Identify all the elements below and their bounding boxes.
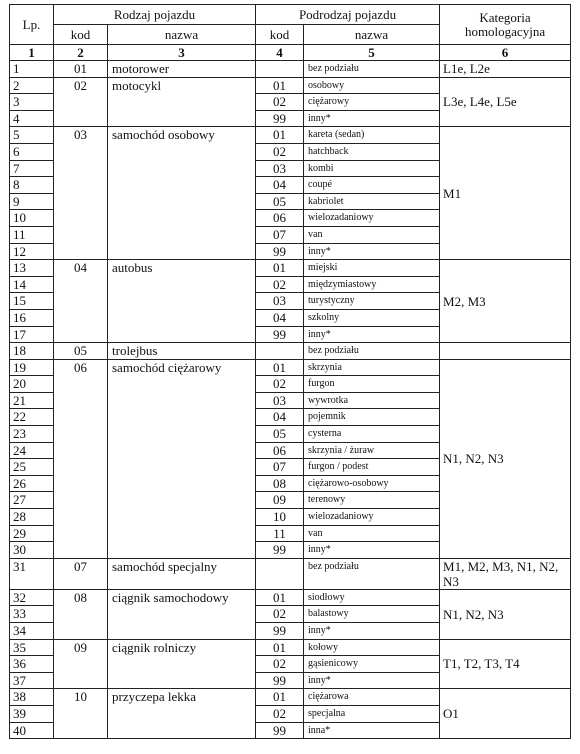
- kategoria-cell: [440, 343, 571, 360]
- lp-cell: 36: [10, 656, 54, 673]
- table-row: [10, 589, 571, 606]
- table-row: [10, 260, 571, 277]
- podrodzaj-kod-cell: 10: [256, 509, 304, 526]
- kategoria-cell: L1e, L2e: [440, 61, 571, 78]
- rodzaj-nazwa-cell: przyczepa lekka: [108, 689, 256, 739]
- lp-cell: 31: [10, 558, 54, 589]
- lp-cell: 11: [10, 226, 54, 243]
- podrodzaj-nazwa-cell: coupé: [304, 177, 440, 194]
- podrodzaj-kod-cell: 03: [256, 160, 304, 177]
- podrodzaj-nazwa-cell: gąsienicowy: [304, 656, 440, 673]
- table-row: [10, 359, 571, 376]
- lp-cell: 4: [10, 110, 54, 127]
- podrodzaj-nazwa-cell: inny*: [304, 672, 440, 689]
- lp-cell: 18: [10, 343, 54, 360]
- lp-cell: 5: [10, 127, 54, 144]
- lp-cell: 30: [10, 542, 54, 559]
- podrodzaj-kod-cell: 08: [256, 475, 304, 492]
- podrodzaj-nazwa-cell: ciężarowo-osobowy: [304, 475, 440, 492]
- podrodzaj-kod-cell: [256, 343, 304, 360]
- rodzaj-kod-cell: 05: [54, 343, 108, 360]
- podrodzaj-kod-cell: [256, 558, 304, 589]
- podrodzaj-kod-cell: 02: [256, 376, 304, 393]
- podrodzaj-nazwa-cell: osobowy: [304, 77, 440, 94]
- column-number: 2: [54, 45, 108, 61]
- podrodzaj-kod-cell: 03: [256, 392, 304, 409]
- kategoria-cell: M1, M2, M3, N1, N2, N3: [440, 558, 571, 589]
- lp-cell: 23: [10, 426, 54, 443]
- header-kod-rodzaj: kod: [54, 25, 108, 45]
- podrodzaj-nazwa-cell: bez podziału: [304, 61, 440, 78]
- podrodzaj-nazwa-cell: bez podziału: [304, 343, 440, 360]
- podrodzaj-nazwa-cell: kabriolet: [304, 193, 440, 210]
- lp-cell: 14: [10, 276, 54, 293]
- podrodzaj-nazwa-cell: terenowy: [304, 492, 440, 509]
- lp-cell: 7: [10, 160, 54, 177]
- column-number: 3: [108, 45, 256, 61]
- rodzaj-kod-cell: 06: [54, 359, 108, 558]
- podrodzaj-kod-cell: 07: [256, 226, 304, 243]
- podrodzaj-nazwa-cell: pojemnik: [304, 409, 440, 426]
- column-number-row: [10, 45, 571, 61]
- rodzaj-nazwa-cell: ciągnik samochodowy: [108, 589, 256, 639]
- podrodzaj-nazwa-cell: szkolny: [304, 309, 440, 326]
- lp-cell: 40: [10, 722, 54, 739]
- podrodzaj-kod-cell: 03: [256, 293, 304, 310]
- rodzaj-nazwa-cell: autobus: [108, 260, 256, 343]
- podrodzaj-kod-cell: 02: [256, 276, 304, 293]
- podrodzaj-kod-cell: 99: [256, 623, 304, 640]
- podrodzaj-kod-cell: 01: [256, 127, 304, 144]
- podrodzaj-kod-cell: 01: [256, 260, 304, 277]
- kategoria-cell: L3e, L4e, L5e: [440, 77, 571, 127]
- lp-cell: 15: [10, 293, 54, 310]
- podrodzaj-nazwa-cell: bez podziału: [304, 558, 440, 589]
- table-row: [10, 639, 571, 656]
- podrodzaj-nazwa-cell: skrzynia / żuraw: [304, 442, 440, 459]
- table-row: [10, 61, 571, 78]
- lp-cell: 26: [10, 475, 54, 492]
- lp-cell: 20: [10, 376, 54, 393]
- rodzaj-nazwa-cell: samochód osobowy: [108, 127, 256, 260]
- podrodzaj-nazwa-cell: furgon / podest: [304, 459, 440, 476]
- rodzaj-kod-cell: 10: [54, 689, 108, 739]
- podrodzaj-nazwa-cell: cysterna: [304, 426, 440, 443]
- rodzaj-kod-cell: 03: [54, 127, 108, 260]
- podrodzaj-kod-cell: 99: [256, 672, 304, 689]
- lp-cell: 38: [10, 689, 54, 706]
- header-kategoria: Kategoria homologacyjna: [440, 5, 571, 45]
- podrodzaj-nazwa-cell: van: [304, 525, 440, 542]
- podrodzaj-kod-cell: 02: [256, 606, 304, 623]
- lp-cell: 34: [10, 623, 54, 640]
- podrodzaj-kod-cell: 01: [256, 77, 304, 94]
- rodzaj-nazwa-cell: samochód ciężarowy: [108, 359, 256, 558]
- podrodzaj-kod-cell: 04: [256, 409, 304, 426]
- podrodzaj-nazwa-cell: wielozadaniowy: [304, 509, 440, 526]
- lp-cell: 37: [10, 672, 54, 689]
- kategoria-cell: M1: [440, 127, 571, 260]
- rodzaj-nazwa-cell: motorower: [108, 61, 256, 78]
- podrodzaj-kod-cell: 01: [256, 639, 304, 656]
- column-number: 5: [304, 45, 440, 61]
- rodzaj-kod-cell: 07: [54, 558, 108, 589]
- podrodzaj-nazwa-cell: balastowy: [304, 606, 440, 623]
- podrodzaj-nazwa-cell: miejski: [304, 260, 440, 277]
- podrodzaj-kod-cell: 99: [256, 722, 304, 739]
- podrodzaj-nazwa-cell: inny*: [304, 110, 440, 127]
- table-row: [10, 127, 571, 144]
- vehicle-type-table: [9, 4, 571, 739]
- rodzaj-nazwa-cell: samochód specjalny: [108, 558, 256, 589]
- kategoria-cell: O1: [440, 689, 571, 739]
- lp-cell: 12: [10, 243, 54, 260]
- lp-cell: 9: [10, 193, 54, 210]
- podrodzaj-kod-cell: 07: [256, 459, 304, 476]
- podrodzaj-kod-cell: 99: [256, 243, 304, 260]
- podrodzaj-nazwa-cell: kołowy: [304, 639, 440, 656]
- column-number: 6: [440, 45, 571, 61]
- podrodzaj-kod-cell: 01: [256, 589, 304, 606]
- lp-cell: 6: [10, 143, 54, 160]
- lp-cell: 10: [10, 210, 54, 227]
- lp-cell: 19: [10, 359, 54, 376]
- podrodzaj-kod-cell: 02: [256, 656, 304, 673]
- header-nazwa-rodzaj: nazwa: [108, 25, 256, 45]
- podrodzaj-kod-cell: 02: [256, 143, 304, 160]
- podrodzaj-kod-cell: 11: [256, 525, 304, 542]
- podrodzaj-kod-cell: 06: [256, 442, 304, 459]
- podrodzaj-kod-cell: 05: [256, 426, 304, 443]
- rodzaj-nazwa-cell: ciągnik rolniczy: [108, 639, 256, 689]
- rodzaj-nazwa-cell: trolejbus: [108, 343, 256, 360]
- podrodzaj-kod-cell: 99: [256, 542, 304, 559]
- podrodzaj-nazwa-cell: kareta (sedan): [304, 127, 440, 144]
- kategoria-cell: N1, N2, N3: [440, 589, 571, 639]
- header-row: [10, 5, 571, 25]
- rodzaj-kod-cell: 09: [54, 639, 108, 689]
- lp-cell: 28: [10, 509, 54, 526]
- podrodzaj-kod-cell: 09: [256, 492, 304, 509]
- rodzaj-nazwa-cell: motocykl: [108, 77, 256, 127]
- rodzaj-kod-cell: 01: [54, 61, 108, 78]
- podrodzaj-nazwa-cell: wielozadaniowy: [304, 210, 440, 227]
- table-row: [10, 689, 571, 706]
- podrodzaj-nazwa-cell: inny*: [304, 623, 440, 640]
- podrodzaj-nazwa-cell: van: [304, 226, 440, 243]
- podrodzaj-kod-cell: 04: [256, 177, 304, 194]
- podrodzaj-nazwa-cell: siodłowy: [304, 589, 440, 606]
- podrodzaj-nazwa-cell: międzymiastowy: [304, 276, 440, 293]
- table-row: [10, 558, 571, 589]
- header-podrodzaj: Podrodzaj pojazdu: [256, 5, 440, 25]
- lp-cell: 35: [10, 639, 54, 656]
- kategoria-cell: N1, N2, N3: [440, 359, 571, 558]
- podrodzaj-kod-cell: 05: [256, 193, 304, 210]
- podrodzaj-nazwa-cell: inna*: [304, 722, 440, 739]
- table-row: [10, 343, 571, 360]
- lp-cell: 1: [10, 61, 54, 78]
- podrodzaj-kod-cell: 04: [256, 309, 304, 326]
- podrodzaj-kod-cell: 02: [256, 705, 304, 722]
- lp-cell: 2: [10, 77, 54, 94]
- kategoria-cell: M2, M3: [440, 260, 571, 343]
- lp-cell: 8: [10, 177, 54, 194]
- column-number: 4: [256, 45, 304, 61]
- lp-cell: 16: [10, 309, 54, 326]
- column-number: 1: [10, 45, 54, 61]
- podrodzaj-nazwa-cell: hatchback: [304, 143, 440, 160]
- lp-cell: 3: [10, 94, 54, 111]
- header-rodzaj: Rodzaj pojazdu: [54, 5, 256, 25]
- podrodzaj-nazwa-cell: wywrotka: [304, 392, 440, 409]
- lp-cell: 17: [10, 326, 54, 343]
- lp-cell: 22: [10, 409, 54, 426]
- podrodzaj-kod-cell: 01: [256, 359, 304, 376]
- lp-cell: 29: [10, 525, 54, 542]
- lp-cell: 33: [10, 606, 54, 623]
- header-nazwa-podrodzaj: nazwa: [304, 25, 440, 45]
- lp-cell: 24: [10, 442, 54, 459]
- podrodzaj-nazwa-cell: inny*: [304, 326, 440, 343]
- podrodzaj-kod-cell: 99: [256, 326, 304, 343]
- podrodzaj-nazwa-cell: inny*: [304, 542, 440, 559]
- table-row: [10, 77, 571, 94]
- header-lp: Lp.: [10, 5, 54, 45]
- rodzaj-kod-cell: 08: [54, 589, 108, 639]
- podrodzaj-nazwa-cell: specjalna: [304, 705, 440, 722]
- podrodzaj-nazwa-cell: ciężarowa: [304, 689, 440, 706]
- header-kod-podrodzaj: kod: [256, 25, 304, 45]
- lp-cell: 13: [10, 260, 54, 277]
- podrodzaj-kod-cell: 01: [256, 689, 304, 706]
- kategoria-cell: T1, T2, T3, T4: [440, 639, 571, 689]
- rodzaj-kod-cell: 04: [54, 260, 108, 343]
- rodzaj-kod-cell: 02: [54, 77, 108, 127]
- podrodzaj-kod-cell: 06: [256, 210, 304, 227]
- lp-cell: 27: [10, 492, 54, 509]
- podrodzaj-kod-cell: 99: [256, 110, 304, 127]
- podrodzaj-kod-cell: [256, 61, 304, 78]
- lp-cell: 21: [10, 392, 54, 409]
- lp-cell: 32: [10, 589, 54, 606]
- podrodzaj-nazwa-cell: ciężarowy: [304, 94, 440, 111]
- podrodzaj-kod-cell: 02: [256, 94, 304, 111]
- lp-cell: 25: [10, 459, 54, 476]
- podrodzaj-nazwa-cell: skrzynia: [304, 359, 440, 376]
- podrodzaj-nazwa-cell: turystyczny: [304, 293, 440, 310]
- podrodzaj-nazwa-cell: furgon: [304, 376, 440, 393]
- podrodzaj-nazwa-cell: inny*: [304, 243, 440, 260]
- podrodzaj-nazwa-cell: kombi: [304, 160, 440, 177]
- lp-cell: 39: [10, 705, 54, 722]
